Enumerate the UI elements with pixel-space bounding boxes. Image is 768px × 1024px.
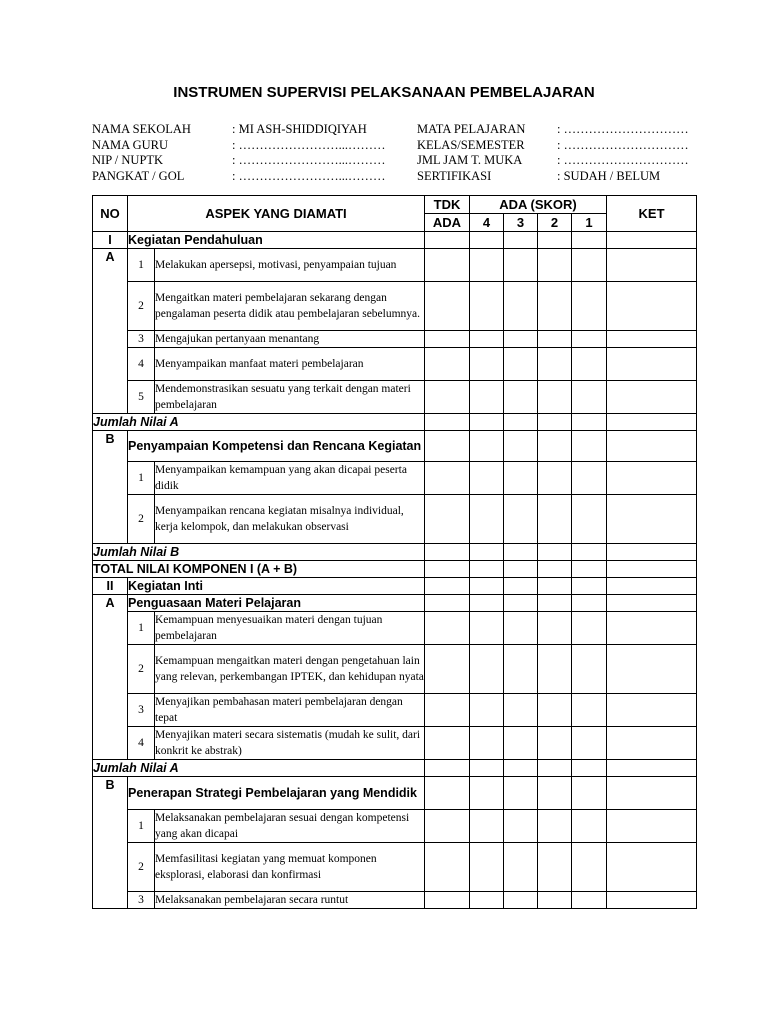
score-cell — [425, 462, 470, 495]
score-cell — [607, 645, 697, 694]
info-value: : ………………………… — [557, 137, 689, 152]
section-row — [93, 232, 697, 249]
item-text: Memfasilitasi kegiatan yang memuat komponen eksplorasi, elaborasi dan konfirmasi — [155, 843, 425, 892]
score-cell — [504, 892, 538, 909]
score-cell — [538, 495, 572, 544]
item-number: 2 — [128, 495, 155, 544]
item-text: Mendemonstrasikan sesuatu yang terkait dengan materi pembelajaran — [155, 381, 425, 414]
table-row — [93, 892, 697, 909]
score-cell — [538, 810, 572, 843]
score-cell — [607, 595, 697, 612]
score-cell — [504, 612, 538, 645]
item-number: 1 — [128, 810, 155, 843]
score-cell — [425, 810, 470, 843]
table-row — [93, 810, 697, 843]
info-value: : ………………………… — [557, 153, 689, 167]
subtotal-row — [93, 760, 697, 777]
score-cell — [504, 348, 538, 381]
section-row — [93, 578, 697, 595]
score-cell — [538, 348, 572, 381]
info-value: : ……………………...……… — [232, 137, 386, 152]
score-cell — [607, 462, 697, 495]
score-cell — [425, 578, 470, 595]
item-number: 4 — [128, 348, 155, 381]
score-cell — [607, 495, 697, 544]
score-cell — [470, 381, 504, 414]
subsection-letter: B — [93, 431, 128, 544]
score-cell — [572, 727, 607, 760]
score-cell — [538, 595, 572, 612]
score-cell — [538, 249, 572, 282]
score-cell — [425, 414, 470, 431]
score-cell — [504, 381, 538, 414]
section-number: I — [93, 232, 128, 249]
score-cell — [572, 892, 607, 909]
score-cell — [425, 760, 470, 777]
score-cell — [504, 544, 538, 561]
score-cell — [425, 495, 470, 544]
score-cell — [470, 431, 504, 462]
score-cell — [607, 777, 697, 810]
score-cell — [504, 249, 538, 282]
subsection-title: Penyampaian Kompetensi dan Rencana Kegiatan — [128, 431, 425, 462]
item-text: Melaksanakan pembelajaran sesuai dengan kompetensi yang akan dicapai — [155, 810, 425, 843]
score-cell — [425, 544, 470, 561]
score-cell — [538, 462, 572, 495]
score-cell — [470, 645, 504, 694]
subsection-row — [93, 777, 697, 810]
score-cell — [504, 777, 538, 810]
score-cell — [607, 381, 697, 414]
score-cell — [607, 760, 697, 777]
section-title: Kegiatan Inti — [128, 578, 425, 595]
table-row — [93, 381, 697, 414]
score-cell — [425, 645, 470, 694]
section-title: Kegiatan Pendahuluan — [128, 232, 425, 249]
score-cell — [607, 810, 697, 843]
score-cell — [470, 414, 504, 431]
header-ket: KET — [607, 196, 697, 232]
score-cell — [425, 727, 470, 760]
score-cell — [538, 777, 572, 810]
subsection-row — [93, 431, 697, 462]
table-row — [93, 331, 697, 348]
score-cell — [538, 578, 572, 595]
score-cell — [572, 282, 607, 331]
score-cell — [425, 561, 470, 578]
item-text: Menyampaikan kemampuan yang akan dicapai peserta didik — [155, 462, 425, 495]
score-cell — [504, 282, 538, 331]
score-cell — [470, 282, 504, 331]
score-cell — [538, 694, 572, 727]
score-cell — [572, 544, 607, 561]
item-number: 2 — [128, 645, 155, 694]
info-label: NIP / NUPTK — [92, 153, 164, 167]
item-number: 4 — [128, 727, 155, 760]
header-score-1: 1 — [572, 214, 607, 232]
score-cell — [538, 414, 572, 431]
score-cell — [572, 232, 607, 249]
item-text: Kemampuan menyesuaikan materi dengan tujuan pembelajaran — [155, 612, 425, 645]
score-cell — [470, 249, 504, 282]
item-text: Melaksanakan pembelajaran secara runtut — [155, 892, 425, 909]
score-cell — [504, 645, 538, 694]
score-cell — [607, 694, 697, 727]
score-cell — [470, 578, 504, 595]
score-cell — [425, 892, 470, 909]
score-cell — [504, 810, 538, 843]
item-number: 5 — [128, 381, 155, 414]
score-cell — [504, 431, 538, 462]
header-no: NO — [93, 196, 128, 232]
score-cell — [572, 462, 607, 495]
item-text: Menyajikan pembahasan materi pembelajaran dengan tepat — [155, 694, 425, 727]
score-cell — [607, 578, 697, 595]
table-row — [93, 282, 697, 331]
info-block — [92, 122, 702, 184]
score-cell — [572, 249, 607, 282]
score-cell — [425, 348, 470, 381]
header-tdk: TDK — [425, 196, 470, 214]
score-cell — [504, 561, 538, 578]
score-cell — [425, 694, 470, 727]
score-cell — [607, 431, 697, 462]
score-cell — [572, 843, 607, 892]
score-cell — [470, 612, 504, 645]
score-cell — [572, 431, 607, 462]
score-cell — [425, 232, 470, 249]
score-cell — [538, 727, 572, 760]
score-cell — [538, 843, 572, 892]
score-cell — [504, 578, 538, 595]
score-cell — [538, 331, 572, 348]
score-cell — [425, 595, 470, 612]
info-value: : MI ASH-SHIDDIQIYAH — [232, 122, 367, 136]
header-score-3: 3 — [504, 214, 538, 232]
score-cell — [504, 727, 538, 760]
score-cell — [425, 282, 470, 331]
info-value: : ……………………...……… — [232, 153, 386, 167]
page-title: INSTRUMEN SUPERVISI PELAKSANAAN PEMBELAJARAN — [173, 84, 595, 101]
item-text: Menyajikan materi secara sistematis (mudah ke sulit, dari konkrit ke abstrak) — [155, 727, 425, 760]
info-label: JML JAM T. MUKA — [417, 153, 523, 167]
subtotal-row — [93, 414, 697, 431]
score-cell — [572, 810, 607, 843]
table-row — [93, 727, 697, 760]
score-cell — [538, 431, 572, 462]
score-cell — [572, 561, 607, 578]
score-cell — [470, 544, 504, 561]
item-number: 3 — [128, 331, 155, 348]
item-number: 1 — [128, 462, 155, 495]
score-cell — [572, 348, 607, 381]
score-cell — [470, 462, 504, 495]
info-row — [92, 169, 702, 185]
score-cell — [607, 249, 697, 282]
score-cell — [607, 612, 697, 645]
subtotal-label: Jumlah Nilai A — [93, 760, 425, 777]
info-label: KELAS/SEMESTER — [417, 137, 525, 152]
score-cell — [504, 595, 538, 612]
info-value: : SUDAH / BELUM — [557, 168, 661, 183]
score-cell — [572, 495, 607, 544]
score-cell — [572, 777, 607, 810]
score-cell — [504, 414, 538, 431]
score-cell — [425, 612, 470, 645]
score-cell — [538, 544, 572, 561]
section-number: II — [93, 578, 128, 595]
score-cell — [425, 381, 470, 414]
table-row — [93, 612, 697, 645]
score-cell — [607, 348, 697, 381]
score-cell — [425, 331, 470, 348]
score-cell — [470, 810, 504, 843]
score-cell — [425, 843, 470, 892]
score-cell — [504, 843, 538, 892]
score-cell — [538, 561, 572, 578]
info-value: : ………………………… — [557, 122, 689, 136]
info-label: PANGKAT / GOL — [92, 168, 185, 183]
info-row — [92, 153, 702, 169]
subtotal-label: Jumlah Nilai A — [93, 414, 425, 431]
subsection-title: Penguasaan Materi Pelajaran — [128, 595, 425, 612]
score-cell — [607, 544, 697, 561]
score-cell — [504, 495, 538, 544]
score-cell — [572, 760, 607, 777]
score-cell — [470, 777, 504, 810]
header-score-2: 2 — [538, 214, 572, 232]
score-cell — [470, 760, 504, 777]
score-cell — [607, 282, 697, 331]
item-number: 2 — [128, 282, 155, 331]
item-number: 3 — [128, 892, 155, 909]
score-cell — [470, 331, 504, 348]
score-cell — [607, 843, 697, 892]
subsection-letter: B — [93, 777, 128, 909]
item-number: 2 — [128, 843, 155, 892]
item-number: 3 — [128, 694, 155, 727]
table-row — [93, 645, 697, 694]
info-row — [92, 122, 702, 138]
info-label: SERTIFIKASI — [417, 168, 492, 183]
score-cell — [470, 348, 504, 381]
score-cell — [572, 612, 607, 645]
score-cell — [504, 694, 538, 727]
header-aspek: ASPEK YANG DIAMATI — [128, 196, 425, 232]
item-text: Menyampaikan rencana kegiatan misalnya individual, kerja kelompok, dan melakukan observasi — [155, 495, 425, 544]
info-label: NAMA GURU — [92, 137, 169, 152]
subtotal-row — [93, 544, 697, 561]
score-cell — [572, 331, 607, 348]
subsection-row — [93, 595, 697, 612]
score-cell — [607, 232, 697, 249]
score-cell — [607, 892, 697, 909]
score-cell — [504, 462, 538, 495]
table-row — [93, 348, 697, 381]
score-cell — [538, 760, 572, 777]
score-cell — [504, 331, 538, 348]
score-cell — [470, 892, 504, 909]
info-value: : ……………………...……… — [232, 168, 386, 183]
table-row — [93, 249, 697, 282]
score-cell — [470, 694, 504, 727]
table-row — [93, 462, 697, 495]
score-cell — [504, 760, 538, 777]
score-cell — [470, 843, 504, 892]
score-cell — [538, 892, 572, 909]
score-cell — [572, 595, 607, 612]
subsection-letter: A — [93, 249, 128, 414]
header-score-4: 4 — [470, 214, 504, 232]
item-text: Kemampuan mengaitkan materi dengan pengetahuan lain yang relevan, perkembangan IPTEK, dan kehidupan nyata — [155, 645, 425, 694]
score-cell — [607, 727, 697, 760]
score-cell — [538, 381, 572, 414]
subtotal-label: Jumlah Nilai B — [93, 544, 425, 561]
score-cell — [572, 578, 607, 595]
score-cell — [538, 232, 572, 249]
score-cell — [470, 561, 504, 578]
score-cell — [470, 595, 504, 612]
header-tdk-ada: ADA — [425, 214, 470, 232]
score-cell — [607, 561, 697, 578]
total-row — [93, 561, 697, 578]
score-cell — [470, 232, 504, 249]
score-cell — [572, 645, 607, 694]
item-number: 1 — [128, 612, 155, 645]
item-text: Mengajukan pertanyaan menantang — [155, 331, 425, 348]
score-cell — [607, 414, 697, 431]
score-cell — [607, 331, 697, 348]
score-cell — [470, 727, 504, 760]
score-cell — [572, 414, 607, 431]
subsection-letter: A — [93, 595, 128, 760]
item-text: Melakukan apersepsi, motivasi, penyampaian tujuan — [155, 249, 425, 282]
score-cell — [572, 694, 607, 727]
score-cell — [538, 612, 572, 645]
supervision-table — [92, 195, 697, 909]
score-cell — [572, 381, 607, 414]
table-row — [93, 495, 697, 544]
score-cell — [425, 777, 470, 810]
total-label: TOTAL NILAI KOMPONEN I (A + B) — [93, 561, 425, 578]
table-row — [93, 843, 697, 892]
score-cell — [470, 495, 504, 544]
info-row — [92, 138, 702, 154]
subsection-title: Penerapan Strategi Pembelajaran yang Mendidik — [128, 777, 425, 810]
item-number: 1 — [128, 249, 155, 282]
score-cell — [425, 431, 470, 462]
score-cell — [504, 232, 538, 249]
info-label: NAMA SEKOLAH — [92, 122, 191, 136]
item-text: Menyampaikan manfaat materi pembelajaran — [155, 348, 425, 381]
score-cell — [538, 645, 572, 694]
table-row — [93, 694, 697, 727]
score-cell — [538, 282, 572, 331]
score-cell — [425, 249, 470, 282]
info-label: MATA PELAJARAN — [417, 122, 526, 136]
item-text: Mengaitkan materi pembelajaran sekarang dengan pengalaman peserta didik atau pembelajaran sebelumnya. — [155, 282, 425, 331]
header-ada-skor: ADA (SKOR) — [470, 196, 607, 214]
